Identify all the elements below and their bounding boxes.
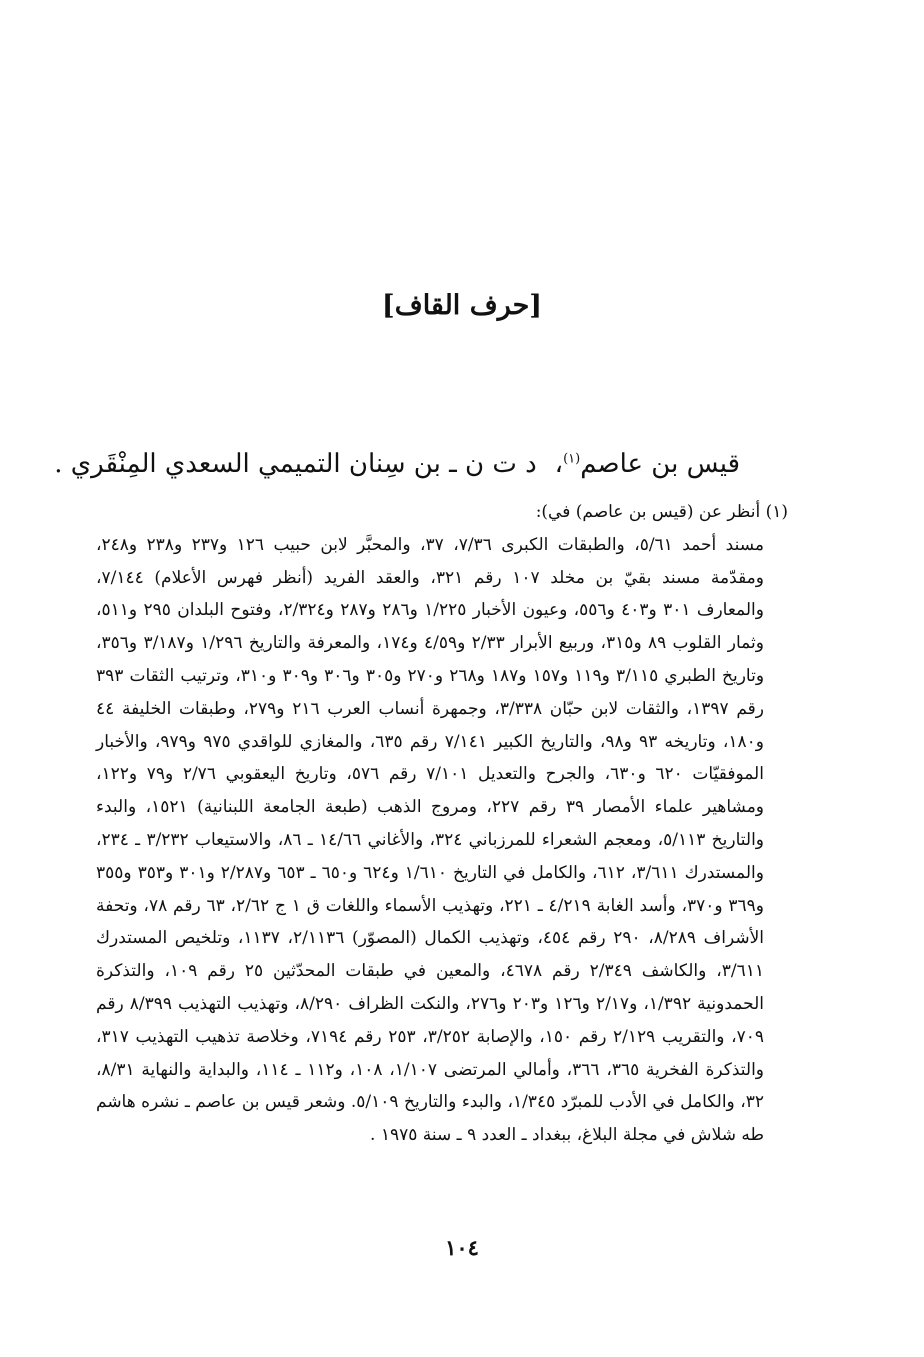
footnote-marker: (١) (563, 451, 581, 467)
entry-name: قيس بن عاصم (580, 449, 740, 479)
page-number: ١٠٤ (445, 1235, 479, 1260)
footnote-heading: أنظر عن (قيس بن عاصم) في): (535, 502, 761, 522)
biography-entry (54, 444, 740, 484)
footnote-heading-line (96, 496, 788, 529)
footnote-body: مسند أحمد ٥/٦١، والطبقات الكبرى ٧/٣٦، ٣٧، والمحبَّر لابن حبيب ١٢٦ و٢٣٧ و٢٣٨ و٢٤٨، ومقدّمة مسند بقيّ بن مخلد ١٠٧ رقم ٣٢١، والعقد الفريد (أنظر فهرس الأعلام) ٧/١٤٤، والمعارف ٣٠١ و٤٠٣ و٥٥٦، وعيون الأخبار ١/٢٢٥ و٢٨٦ و٢٨٧ و٢/٣٢٤، وفتوح البلدان ٢٩٥ و٥١١، وثمار القلوب ٨٩ و٣١٥، وربيع الأبرار ٢/٣٣ و٤/٥٩ و١٧٤، والمعرفة والتاريخ ١/٢٩٦ و٣/١٨٧ و٣٥٦، وتاريخ الطبري ٣/١١٥ و١١٩ و١٥٧ و١٨٧ و٢٦٨ و٢٧٠ و٣٠٥ و٣٠٦ و٣٠٩ و٣١٠، وترتيب الثقات ٣٩٣ رقم ١٣٩٧، والثقات لابن حبّان ٣/٣٣٨، وجمهرة أنساب العرب ٢١٦ و٢٧٩، وطبقات الخليفة ٤٤ و١٨٠، وتاريخه ٩٣ و٩٨، والتاريخ الكبير ٧/١٤١ رقم ٦٣٥، والمغازي للواقدي ٩٧٥ و٩٧٩، والأخبار الموفقيّات ٦٢٠ و٦٣٠، والجرح والتعديل ٧/١٠١ رقم ٥٧٦، وتاريخ اليعقوبي ٢/٧٦ و٧٩ و١٢٢، ومشاهير علماء الأمصار ٣٩ رقم ٢٢٧، ومروج الذهب (طبعة الجامعة اللبنانية) ١٥٢١، والبدء والتاريخ ٥/١١٣، ومعجم الشعراء للمرزباني ٣٢٤، والأغاني ١٤/٦٦ ـ ٨٦، والاستيعاب ٣/٢٣٢ ـ ٢٣٤، والمستدرك ٣/٦١١، ٦١٢، والكامل في التاريخ ١/٦١٠ و٦٢٤ و٦٥٠ ـ ٦٥٣ و٢/٢٨٧ و٣٠١ و٣٥٣ و٣٥٥ و٣٦٩ و٣٧٠، وأسد الغابة ٤/٢١٩ ـ ٢٢١، وتهذيب الأسماء واللغات ق ١ ج ٢/٦٢، ٦٣ رقم ٧٨، وتحفة الأشراف ٨/٢٨٩، ٢٩٠ رقم ٤٥٤، وتهذيب الكمال (المصوّر) ٢/١١٣٦، ١١٣٧، وتلخيص المستدرك ٣/٦١١، والكاشف ٢/٣٤٩ رقم ٤٦٧٨، والمعين في طبقات المحدّثين ٢٥ رقم ١٠٩، والتذكرة الحمدونية ١/٣٩٢، و٢/١٧ و١٢٦ و٢٠٣ و٢٧٦، والنكت الظراف ٨/٢٩٠، وتهذيب التهذيب ٨/٣٩٩ رقم ٧٠٩، والتقريب ٢/١٢٩ رقم ١٥٠، والإصابة ٣/٢٥٢، ٢٥٣ رقم ٧١٩٤، وخلاصة تذهيب التهذيب ٣١٧، والتذكرة الفخرية ٣٦٥، ٣٦٦، وأمالي المرتضى ١/١٠٧، ١٠٨، و١١٢ ـ ١١٤، والبداية والنهاية ٨/٣١، ٣٢، والكامل في الأدب للمبرّد ١/٣٤٥، والبدء والتاريخ ٥/١٠٩. وشعر قيس بن عاصم ـ نشره هاشم طه شلاش في مجلة البلاغ، ببغداد ـ العدد ٩ ـ سنة ١٩٧٥ . (96, 534, 765, 1146)
chapter-heading: [حرف القاف] (381, 290, 543, 321)
entry-description: ـ بن سِنان التميمي السعدي المِنْقَري . (54, 449, 457, 479)
footnote-number: (١) (765, 502, 788, 522)
entry-separator: ، (554, 449, 564, 479)
entry-sigla: د ت ن (464, 449, 537, 479)
footnote (96, 496, 788, 1152)
